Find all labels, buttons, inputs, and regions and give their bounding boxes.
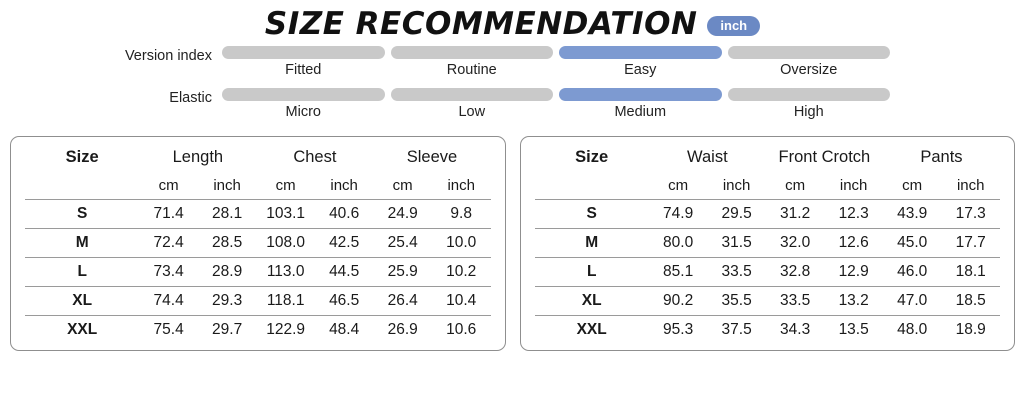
value-cell: 46.5 [315, 287, 374, 316]
scale-elastic [0, 88, 1025, 130]
value-cell: 28.5 [198, 229, 257, 258]
scale-segment [391, 88, 554, 101]
value-cell: 25.9 [373, 258, 432, 287]
value-cell: 18.1 [941, 258, 1000, 287]
value-cell: 34.3 [766, 316, 825, 345]
column-header-group: Pants [920, 148, 963, 166]
value-cell: 24.9 [373, 200, 432, 229]
value-cell: 33.5 [766, 287, 825, 316]
scale-track [222, 88, 890, 101]
value-cell: 44.5 [315, 258, 374, 287]
value-cell: 17.3 [941, 200, 1000, 229]
value-cell: 26.4 [373, 287, 432, 316]
scale-segment [728, 88, 891, 101]
scale-segment-label: Low [458, 104, 486, 120]
table-units-row [25, 174, 491, 200]
column-header-group: Sleeve [406, 148, 458, 166]
scale-label: Elastic [169, 90, 212, 106]
scale-segment-active [559, 46, 722, 59]
value-cell: 48.0 [883, 316, 942, 345]
column-header-group: Waist [687, 148, 728, 166]
unit-cell: inch [330, 177, 358, 194]
unit-cell: inch [447, 177, 475, 194]
value-cell: 80.0 [649, 229, 708, 258]
unit-cell: inch [956, 177, 985, 194]
unit-cell: cm [902, 177, 923, 194]
unit-badge: inch [707, 16, 760, 36]
value-cell: 33.5 [707, 258, 766, 287]
scale-segment-active [559, 88, 722, 101]
table-units-row [535, 174, 1001, 200]
scale-label: Version index [124, 48, 212, 64]
value-cell: 73.4 [139, 258, 198, 287]
value-cell: 40.6 [315, 200, 374, 229]
value-cell: 122.9 [256, 316, 315, 345]
value-cell: 75.4 [139, 316, 198, 345]
column-header-group: Length [172, 148, 224, 166]
value-cell: 95.3 [649, 316, 708, 345]
value-cell: 32.0 [766, 229, 825, 258]
value-cell: 31.5 [707, 229, 766, 258]
unit-cell [535, 174, 649, 200]
size-cell: M [535, 229, 649, 258]
table-row [535, 258, 1001, 287]
table-row [25, 229, 491, 258]
unit-cell: cm [668, 177, 689, 194]
value-cell: 17.7 [941, 229, 1000, 258]
value-cell: 90.2 [649, 287, 708, 316]
unit-cell: cm [275, 177, 296, 194]
size-tables [0, 130, 1025, 351]
value-cell: 28.1 [198, 200, 257, 229]
value-cell: 108.0 [256, 229, 315, 258]
value-cell: 29.7 [198, 316, 257, 345]
size-cell: M [25, 229, 139, 258]
value-cell: 74.9 [649, 200, 708, 229]
table-row [535, 229, 1001, 258]
page-title: SIZE RECOMMENDATION [264, 6, 698, 42]
scale-segment-label: Micro [285, 104, 321, 120]
value-cell: 13.5 [824, 316, 883, 345]
size-cell: L [535, 258, 649, 287]
table-header-row [535, 141, 1001, 174]
value-cell: 46.0 [883, 258, 942, 287]
value-cell: 37.5 [707, 316, 766, 345]
table-row [25, 287, 491, 316]
scale-segment-label: Fitted [285, 62, 322, 78]
scale-segment-label: Easy [624, 62, 657, 78]
value-cell: 71.4 [139, 200, 198, 229]
size-cell: S [535, 200, 649, 229]
value-cell: 18.9 [941, 316, 1000, 345]
table-header-row [25, 141, 491, 174]
scale-segment-label: Oversize [780, 62, 838, 78]
value-cell: 47.0 [883, 287, 942, 316]
value-cell: 113.0 [256, 258, 315, 287]
value-cell: 18.5 [941, 287, 1000, 316]
value-cell: 29.5 [707, 200, 766, 229]
value-cell: 10.4 [432, 287, 491, 316]
value-cell: 29.3 [198, 287, 257, 316]
value-cell: 42.5 [315, 229, 374, 258]
table-row [25, 258, 491, 287]
unit-cell: inch [213, 177, 241, 194]
unit-cell [25, 174, 139, 200]
value-cell: 72.4 [139, 229, 198, 258]
column-header-size: Size [65, 148, 99, 166]
value-cell: 10.6 [432, 316, 491, 345]
bottom-measurements-table [520, 136, 1016, 351]
value-cell: 31.2 [766, 200, 825, 229]
unit-cell: cm [785, 177, 806, 194]
value-cell: 48.4 [315, 316, 374, 345]
unit-cell: inch [722, 177, 751, 194]
value-cell: 35.5 [707, 287, 766, 316]
value-cell: 12.6 [824, 229, 883, 258]
value-cell: 12.3 [824, 200, 883, 229]
value-cell: 74.4 [139, 287, 198, 316]
scale-segment-label: High [793, 104, 824, 120]
value-cell: 26.9 [373, 316, 432, 345]
value-cell: 32.8 [766, 258, 825, 287]
scale-version-index [0, 46, 1025, 88]
scale-segment-label: Routine [446, 62, 497, 78]
size-cell: XXL [25, 316, 139, 345]
unit-cell: inch [839, 177, 868, 194]
table-row [535, 200, 1001, 229]
size-cell: S [25, 200, 139, 229]
measurement-table [25, 141, 491, 344]
column-header-group: Chest [293, 148, 337, 166]
value-cell: 43.9 [883, 200, 942, 229]
value-cell: 10.0 [432, 229, 491, 258]
scale-track [222, 46, 890, 59]
unit-cell: cm [158, 177, 179, 194]
size-cell: XL [25, 287, 139, 316]
value-cell: 45.0 [883, 229, 942, 258]
unit-cell: cm [392, 177, 413, 194]
value-cell: 85.1 [649, 258, 708, 287]
top-measurements-table [10, 136, 506, 351]
value-cell: 13.2 [824, 287, 883, 316]
value-cell: 10.2 [432, 258, 491, 287]
measurement-table [535, 141, 1001, 344]
scale-segment-labels [222, 62, 890, 78]
value-cell: 9.8 [432, 200, 491, 229]
table-row [25, 316, 491, 345]
scale-segment [222, 88, 385, 101]
size-cell: XL [535, 287, 649, 316]
scale-segment [728, 46, 891, 59]
scale-segment-labels [222, 104, 890, 120]
value-cell: 28.9 [198, 258, 257, 287]
table-row [535, 316, 1001, 345]
scale-section [0, 46, 1025, 130]
page-header [0, 0, 1025, 42]
value-cell: 103.1 [256, 200, 315, 229]
column-header-size: Size [575, 148, 609, 166]
table-row [25, 200, 491, 229]
scale-segment-label: Medium [614, 104, 667, 120]
value-cell: 12.9 [824, 258, 883, 287]
table-row [535, 287, 1001, 316]
size-cell: L [25, 258, 139, 287]
column-header-group: Front Crotch [778, 148, 871, 166]
value-cell: 118.1 [256, 287, 315, 316]
size-cell: XXL [535, 316, 649, 345]
scale-segment [391, 46, 554, 59]
scale-segment [222, 46, 385, 59]
value-cell: 25.4 [373, 229, 432, 258]
